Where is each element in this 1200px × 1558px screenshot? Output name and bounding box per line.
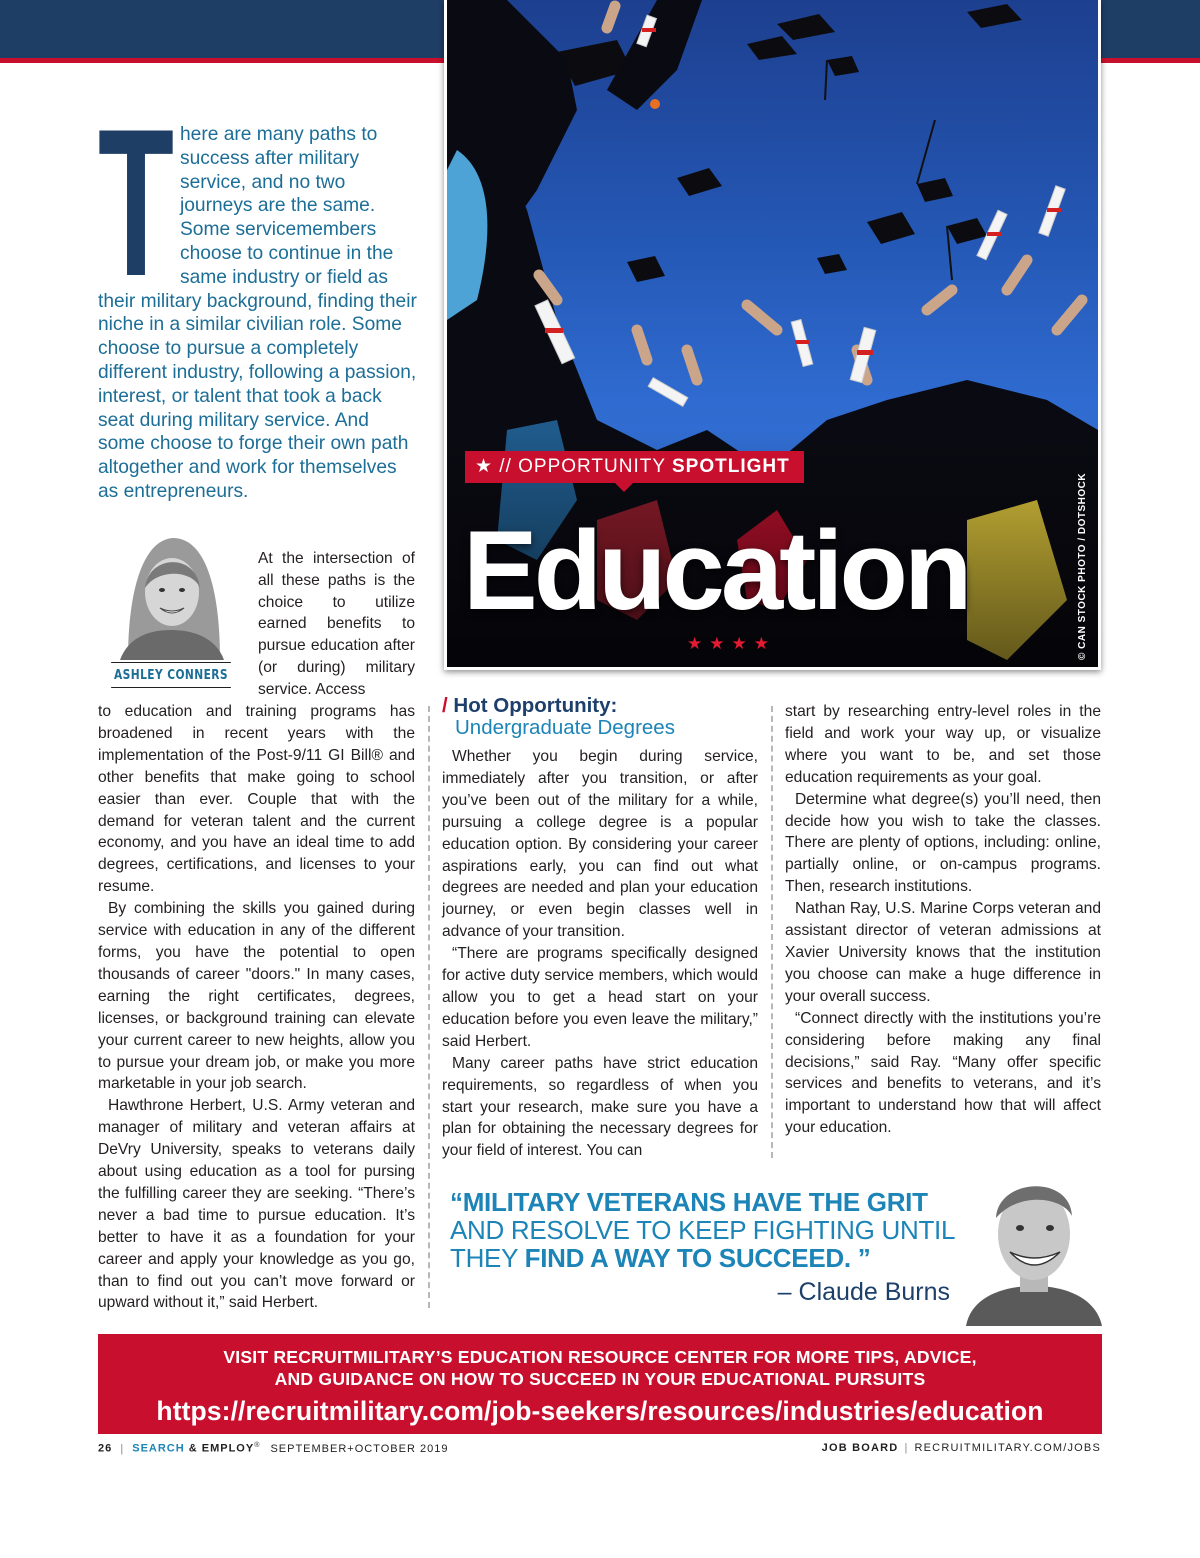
footer-separator: | (120, 1442, 125, 1455)
quote-part-1: “MILITARY VETERANS HAVE THE GRIT (450, 1187, 928, 1217)
intersection-paragraph: At the intersection of all these paths is the choice to utilize earned benefits to pursue education after (or during) military service. Access (258, 550, 415, 698)
quote-author-photo (966, 1168, 1102, 1326)
column-divider-2 (771, 706, 773, 1158)
magazine-name-part-2: EMPLOY (201, 1442, 255, 1455)
magazine-name-amp: & (184, 1442, 202, 1455)
lead-text: here are many paths to success after military service, and no two journeys are the same. Some servicemembers choose to continue in the same industry or field as their military background, finding their niche in a similar civilian role. Some choose to pursue a completely different industry, following a passion, interest, or talent that took a back seat during military service. And some choose to forge their own path altogether and work for themselves as entrepreneurs. (98, 124, 417, 502)
magazine-name-part-1: SEARCH (132, 1442, 185, 1455)
spotlight-tag-prefix: ★ // OPPORTUNITY (475, 456, 672, 477)
banner-url-link[interactable]: https://recruitmilitary.com/job-seekers/resources/industries/education (156, 1396, 1044, 1426)
quote-part-3: FIND A WAY TO SUCCEED. ” (524, 1243, 871, 1273)
lead-paragraph (98, 123, 418, 504)
column-3 (785, 701, 1101, 1139)
footer-right (822, 1442, 1101, 1454)
section-name: JOB BOARD (821, 1442, 899, 1454)
column-1 (98, 701, 415, 1314)
page-number: 26 (98, 1442, 113, 1455)
dropcap-letter (96, 125, 176, 283)
footer-left (98, 1442, 448, 1455)
column-2-paragraph-3: Many career paths have strict education requirements, so regardless of when you start your research, make sure you have a plan for obtaining the necessary degrees for your field of interest. You can (442, 1054, 758, 1160)
column-2-paragraph-2: “There are programs specifically designed for active duty service members, which would allow you to get a head start on your education before you even leave the military,” said Herbert. (442, 945, 758, 1050)
heading-line-1: Hot Opportunity: (453, 694, 618, 717)
spotlight-tag-bold: SPOTLIGHT (671, 456, 790, 477)
column-2 (442, 746, 758, 1162)
column-divider-1 (428, 706, 430, 1308)
column-1-paragraph-2: By combining the skills you gained during service with education in any of the different forms, you have the potential to open thousands of career "doors." In many cases, earning the right certificates, degrees, licenses, or background training can elevate your current career to new heights, allow you to pursue your dream job, or make you more marketable in your job search. (98, 900, 415, 1093)
heading-slash: / (442, 694, 448, 717)
column-1-paragraph-1: to education and training programs has broadened in recent years with the implementation of the Post-9/11 GI Bill® and other benefits that make going to school easier than ever. Couple that with the demand for veteran talent and the current economy, and you have an ideal time to add degrees, certifications, and licenses to your resume. (98, 703, 415, 896)
author-block (98, 530, 244, 688)
column-3-paragraph-3: Nathan Ray, U.S. Marine Corps veteran and assistant director of veteran admissions at Xavier University knows that the institution you choose can make a huge difference in your overall success. (785, 900, 1101, 1005)
opportunity-spotlight-tag (465, 451, 804, 483)
magazine-reg-mark: ® (254, 1442, 261, 1449)
issue-date: SEPTEMBER+OCTOBER 2019 (270, 1442, 449, 1455)
site-link[interactable]: RECRUITMILITARY.COM/JOBS (914, 1442, 1101, 1454)
hero-title: Education (463, 508, 969, 633)
banner-line-1: VISIT RECRUITMILITARY’S EDUCATION RESOURCE CENTER FOR MORE TIPS, ADVICE, (223, 1347, 977, 1367)
column-3-paragraph-1: start by researching entry-level roles in the field and work your way up, or visualize where you want to be, and set those education requirements as your goal. (785, 703, 1101, 786)
hero-photo (447, 0, 1098, 667)
section-heading (442, 695, 762, 739)
svg-text:T: T (98, 125, 174, 283)
pull-quote (450, 1188, 960, 1272)
author-name: ASHLEY CONNERS (111, 662, 231, 688)
quote-part-2: AND RESOLVE TO KEEP FIGHTING UNTIL THEY (450, 1215, 955, 1273)
column-1-paragraph-3: Hawthrone Herbert, U.S. Army veteran and manager of military and veteran affairs at DeVry University, speaks to veterans daily about using education as a tool for pursing the fulfilling career they are seeking. “There’s never a bad time to pursue education. It’s better to have it as a foundation for your career and apply your knowledge as you go, than to find out you can’t move forward or upward without it,” said Herbert. (98, 1097, 415, 1312)
stars-icon: ★★★★ (687, 634, 776, 653)
quote-attribution: – Claude Burns (777, 1278, 950, 1306)
hero-photo-frame (444, 0, 1101, 670)
footer-separator-right: | (904, 1442, 909, 1454)
heading-line-2: Undergraduate Degrees (455, 716, 675, 739)
photo-credit: © CAN STOCK PHOTO / DOTSHOCK (1077, 472, 1088, 660)
column-3-paragraph-4: “Connect directly with the institutions you’re considering before making any final decisions,” said Ray. “Many offer specific services and benefits to veterans, and it’s important to understand how that will affect your education. (785, 1009, 1101, 1137)
resource-banner (98, 1334, 1102, 1434)
column-2-paragraph-1: Whether you begin during service, immediately after you transition, or after you’ve been out of the military for a while, pursuing a college degree is a popular education option. By considering your career aspirations early, you can find out what degrees are needed and plan your education journey, or even begin classes well in advance of your transition. (442, 748, 758, 941)
banner-line-2: AND GUIDANCE ON HOW TO SUCCEED IN YOUR EDUCATIONAL PURSUITS (274, 1369, 926, 1389)
column-3-paragraph-2: Determine what degree(s) you’ll need, then decide how you wish to take the classes. There are plenty of options, including: online, partially online, or on-campus programs. Then, research institutions. (785, 790, 1101, 896)
banner-text (98, 1334, 1102, 1390)
author-photo (98, 530, 244, 660)
